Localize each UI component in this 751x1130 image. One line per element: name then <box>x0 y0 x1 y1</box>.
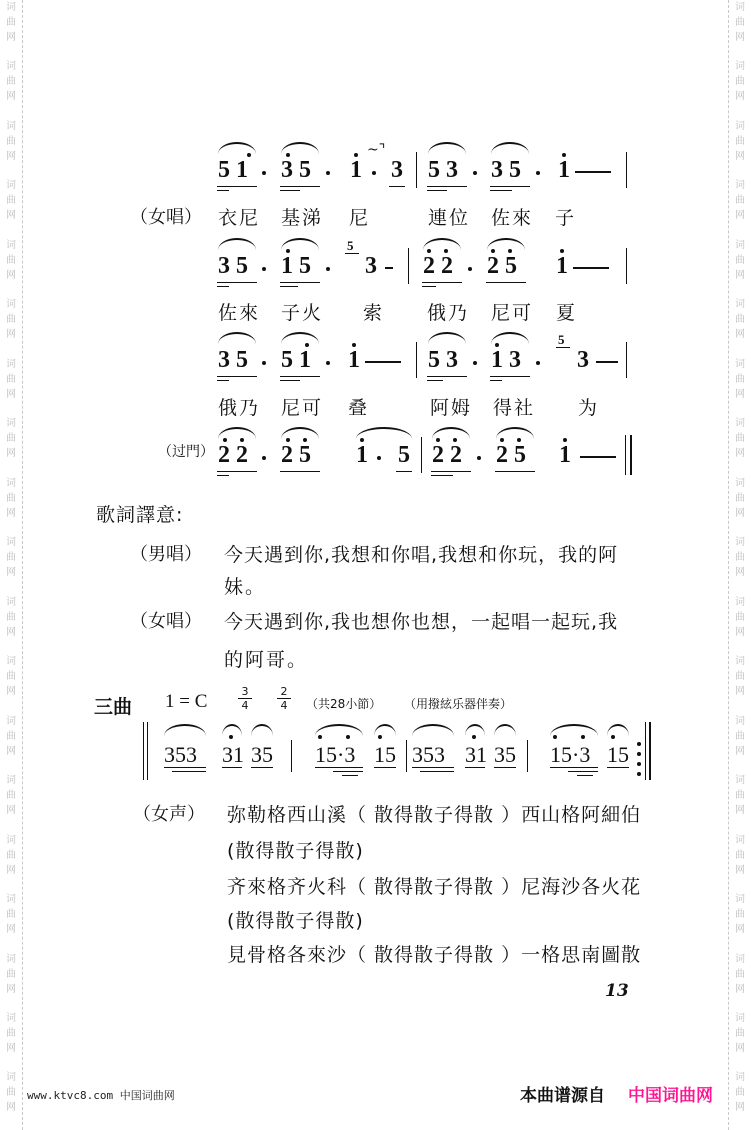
watermark-char: 词 <box>6 239 16 251</box>
watermark-group <box>735 714 745 773</box>
watermark-char: 词 <box>6 2 16 13</box>
watermark-char: 网 <box>6 626 16 638</box>
watermark-char: 曲 <box>6 314 16 326</box>
watermark-group <box>6 773 16 832</box>
measures-note: （共28小節） <box>306 697 382 711</box>
watermark-char: 词 <box>6 299 16 311</box>
watermark-char: 词 <box>735 120 745 132</box>
watermark-group <box>6 1070 16 1129</box>
notation-row-3 <box>215 330 635 380</box>
watermark-char: 曲 <box>6 254 16 266</box>
watermark-char: 词 <box>6 1012 16 1024</box>
watermark-char: 曲 <box>735 552 745 564</box>
watermark-group <box>735 238 745 297</box>
watermark-group <box>6 892 16 951</box>
key-signature: 1 = C <box>165 691 208 712</box>
watermark-group <box>735 178 745 237</box>
watermark-char: 网 <box>6 329 16 341</box>
watermark-group <box>735 773 745 832</box>
note-group: 3 <box>391 157 403 183</box>
note-group: 353 <box>164 742 197 767</box>
watermark-char: 网 <box>6 567 16 579</box>
lyric-word: 阿姆 <box>430 397 473 419</box>
song3-notation-row <box>140 722 650 782</box>
watermark-group <box>6 59 16 118</box>
lyric-word: 子火 <box>281 302 324 324</box>
watermark-group <box>6 1011 16 1070</box>
watermark-char: 词 <box>735 656 745 668</box>
watermark-char: 曲 <box>735 671 745 683</box>
note-group: 35 <box>251 742 273 767</box>
watermark-group <box>6 297 16 356</box>
notation-row-4-interlude <box>215 425 635 475</box>
watermark-char: 曲 <box>6 849 16 861</box>
watermark-char: 曲 <box>6 492 16 504</box>
watermark-char: 网 <box>735 507 745 519</box>
translation-role-female: （女唱） <box>130 611 202 632</box>
note-group: 3 5 <box>281 157 311 183</box>
lyric-word: 尼 <box>349 207 371 229</box>
translation-heading: 歌詞譯意: <box>96 504 184 526</box>
watermark-group <box>735 1070 745 1129</box>
watermark-char: 网 <box>735 686 745 698</box>
watermark-group <box>6 833 16 892</box>
note-group: 1 <box>558 157 570 183</box>
watermark-char: 网 <box>6 983 16 995</box>
lyric-word: 佐來 <box>218 302 261 324</box>
watermark-char: 曲 <box>6 17 16 28</box>
watermark-char: 网 <box>735 745 745 757</box>
time-sig-bottom: 4 <box>241 699 249 712</box>
watermark-char: 网 <box>735 269 745 281</box>
watermark-char: 网 <box>735 567 745 579</box>
song3-lyrics-label: （女声） <box>133 804 205 825</box>
watermark-char: 曲 <box>735 17 745 28</box>
glissando-mark: ~⌝ <box>367 142 386 158</box>
watermark-char: 曲 <box>6 552 16 564</box>
note-group: 353 <box>412 742 445 767</box>
watermark-group <box>735 119 745 178</box>
watermark-char: 词 <box>6 656 16 668</box>
note-group: 5 3 <box>428 157 458 183</box>
lyric-word: 佐來 <box>491 207 534 229</box>
watermark-group <box>735 892 745 951</box>
note-group: 15·3 <box>315 742 356 767</box>
note-group: 2 5 <box>487 253 517 279</box>
translation-line: 的阿哥。 <box>224 649 309 671</box>
watermark-char: 网 <box>735 388 745 400</box>
watermark-char: 词 <box>6 477 16 489</box>
note-group: 15 <box>607 742 629 767</box>
watermark-char: 曲 <box>735 611 745 623</box>
note-group: 2 2 <box>423 253 453 279</box>
lyric-word: 叠 <box>348 397 370 419</box>
watermark-char: 网 <box>6 269 16 281</box>
note-group: 15 <box>374 742 396 767</box>
watermark-group <box>735 416 745 475</box>
song3-lyric-line: 齐來格齐火科（ 散得散子得散 ）尼海沙各火花 <box>227 876 642 898</box>
watermark-char: 词 <box>735 299 745 311</box>
watermark-char: 曲 <box>6 76 16 88</box>
watermark-char: 曲 <box>6 135 16 147</box>
watermark-char: 网 <box>6 448 16 460</box>
song3-lyric-line: (散得散子得散) <box>227 910 364 932</box>
watermark-group <box>6 416 16 475</box>
watermark-char: 词 <box>6 358 16 370</box>
watermark-group <box>735 357 745 416</box>
watermark-group <box>6 654 16 713</box>
lyric-word: 子 <box>555 207 577 229</box>
watermark-char: 网 <box>735 448 745 460</box>
watermark-char: 网 <box>6 91 16 103</box>
watermark-char: 网 <box>6 745 16 757</box>
lyric-word: 得社 <box>493 397 536 419</box>
watermark-char: 曲 <box>735 135 745 147</box>
watermark-char: 曲 <box>6 909 16 921</box>
watermark-char: 网 <box>735 983 745 995</box>
song3-lyric-line: 見骨格各來沙（ 散得散子得散 ）一格思南圖散 <box>227 944 642 966</box>
watermark-char: 曲 <box>735 730 745 742</box>
watermark-char: 网 <box>735 864 745 876</box>
watermark-gutter-right <box>729 0 751 1130</box>
watermark-group <box>735 952 745 1011</box>
accompaniment-note: （用撥絃乐器伴奏） <box>404 697 513 711</box>
watermark-char: 曲 <box>735 1087 745 1099</box>
footer-source-label: 本曲谱源自 <box>520 1086 605 1106</box>
grace-note: 5 <box>347 238 354 253</box>
watermark-group <box>735 833 745 892</box>
gutter-divider-left <box>22 0 23 1130</box>
gutter-divider-right <box>728 0 729 1130</box>
lyric-word: 索 <box>363 302 385 324</box>
watermark-char: 曲 <box>6 433 16 445</box>
watermark-char: 词 <box>6 953 16 965</box>
watermark-char: 词 <box>735 61 745 73</box>
watermark-char: 曲 <box>6 1027 16 1039</box>
note-group: 1 <box>348 347 360 373</box>
watermark-char: 网 <box>6 1102 16 1114</box>
watermark-char: 词 <box>735 596 745 608</box>
watermark-char: 网 <box>735 32 745 43</box>
watermark-char: 词 <box>735 953 745 965</box>
watermark-char: 网 <box>6 32 16 43</box>
lyric-word: 衣尼 <box>218 207 261 229</box>
watermark-char: 网 <box>6 150 16 162</box>
watermark-char: 词 <box>6 715 16 727</box>
watermark-char: 词 <box>6 120 16 132</box>
watermark-char: 词 <box>735 894 745 906</box>
watermark-char: 网 <box>6 388 16 400</box>
note-group: 35 <box>494 742 516 767</box>
note-group: 3 5 <box>491 157 521 183</box>
note-group: 1 <box>356 442 368 468</box>
watermark-group <box>735 595 745 654</box>
lyric-word: 連位 <box>428 207 471 229</box>
watermark-char: 词 <box>6 61 16 73</box>
note-group: 3 <box>365 253 377 279</box>
note-group: 2 2 <box>218 442 248 468</box>
lyric-word: 俄乃 <box>427 302 470 324</box>
watermark-char: 词 <box>735 775 745 787</box>
watermark-char: 曲 <box>6 195 16 207</box>
watermark-gutter-left <box>0 0 22 1130</box>
watermark-char: 网 <box>735 91 745 103</box>
watermark-char: 网 <box>6 686 16 698</box>
watermark-char: 曲 <box>6 1087 16 1099</box>
watermark-group <box>735 476 745 535</box>
lyrics-role-label: （女唱） <box>130 207 202 228</box>
watermark-group <box>735 297 745 356</box>
watermark-char: 曲 <box>6 671 16 683</box>
watermark-char: 曲 <box>6 611 16 623</box>
watermark-char: 网 <box>6 1042 16 1054</box>
watermark-group <box>6 476 16 535</box>
watermark-char: 网 <box>6 507 16 519</box>
footer-brand-link[interactable]: 中国词曲网 <box>628 1086 713 1106</box>
time-sig-bottom: 4 <box>280 699 288 712</box>
watermark-char: 词 <box>735 537 745 549</box>
notation-row-2 <box>215 236 635 286</box>
lyric-word: 俄乃 <box>218 397 261 419</box>
note-group: 2 5 <box>496 442 526 468</box>
watermark-char: 网 <box>735 1102 745 1114</box>
note-group: 2 2 <box>432 442 462 468</box>
translation-line: 今天遇到你,我也想你也想，一起唱一起玩,我 <box>224 611 619 633</box>
note-group: 1 <box>350 157 362 183</box>
watermark-group <box>6 0 16 59</box>
watermark-char: 曲 <box>735 76 745 88</box>
watermark-char: 网 <box>6 864 16 876</box>
watermark-char: 词 <box>6 596 16 608</box>
watermark-char: 曲 <box>735 849 745 861</box>
translation-role-male: （男唱） <box>130 544 202 565</box>
note-group: 5 3 <box>428 347 458 373</box>
time-sig-top: 2 <box>280 685 288 698</box>
watermark-char: 网 <box>6 210 16 222</box>
watermark-char: 曲 <box>735 968 745 980</box>
note-group: 15·3 <box>550 742 591 767</box>
watermark-group <box>735 0 745 59</box>
watermark-char: 词 <box>6 537 16 549</box>
watermark-char: 词 <box>735 1072 745 1084</box>
watermark-group <box>6 535 16 594</box>
watermark-char: 词 <box>735 418 745 430</box>
song3-lyric-line: 弥勒格西山溪（ 散得散子得散 ）西山格阿細伯 <box>227 804 642 826</box>
lyric-word: 尼可 <box>281 397 324 419</box>
watermark-char: 曲 <box>6 373 16 385</box>
lyric-word: 尼可 <box>491 302 534 324</box>
watermark-char: 词 <box>6 180 16 192</box>
note-group: 3 <box>577 347 589 373</box>
watermark-group <box>735 59 745 118</box>
watermark-char: 词 <box>735 715 745 727</box>
footer-site-link[interactable]: www.ktvc8.com 中国词曲网 <box>27 1089 175 1102</box>
watermark-char: 曲 <box>735 790 745 802</box>
time-signature-3-4 <box>238 686 252 711</box>
watermark-char: 网 <box>735 626 745 638</box>
watermark-char: 曲 <box>735 254 745 266</box>
watermark-char: 网 <box>6 805 16 817</box>
watermark-char: 曲 <box>735 314 745 326</box>
song3-lyric-line: (散得散子得散) <box>227 840 364 862</box>
watermark-char: 曲 <box>735 909 745 921</box>
watermark-char: 词 <box>735 1012 745 1024</box>
note-group: 31 <box>222 742 244 767</box>
translation-line: 妹。 <box>224 576 267 598</box>
note-group: 3 5 <box>218 253 248 279</box>
notation-row-1 <box>215 140 635 190</box>
watermark-group <box>6 178 16 237</box>
page-number: 13 <box>605 981 629 1001</box>
watermark-char: 网 <box>6 924 16 936</box>
watermark-char: 网 <box>735 1042 745 1054</box>
grace-note: 5 <box>558 332 565 347</box>
watermark-group <box>6 595 16 654</box>
watermark-group <box>735 1011 745 1070</box>
watermark-char: 词 <box>735 477 745 489</box>
watermark-group <box>6 714 16 773</box>
note-group: 31 <box>465 742 487 767</box>
note-group: 2 5 <box>281 442 311 468</box>
watermark-char: 网 <box>735 924 745 936</box>
watermark-char: 词 <box>6 418 16 430</box>
watermark-group <box>6 357 16 416</box>
watermark-group <box>6 952 16 1011</box>
lyric-word: 基涕 <box>281 207 324 229</box>
translation-line: 今天遇到你,我想和你唱,我想和你玩，我的阿 <box>224 544 619 566</box>
watermark-char: 曲 <box>6 968 16 980</box>
watermark-char: 曲 <box>735 492 745 504</box>
watermark-group <box>735 654 745 713</box>
note-group: 3 5 <box>218 347 248 373</box>
watermark-char: 曲 <box>6 790 16 802</box>
watermark-char: 曲 <box>735 433 745 445</box>
song3-title: 三曲 <box>94 696 133 718</box>
watermark-group <box>735 535 745 594</box>
watermark-char: 词 <box>6 1072 16 1084</box>
note-group: 5 1 <box>281 347 311 373</box>
watermark-char: 网 <box>735 805 745 817</box>
watermark-char: 曲 <box>735 1027 745 1039</box>
watermark-char: 网 <box>735 150 745 162</box>
note-group: 1 5 <box>281 253 311 279</box>
watermark-char: 网 <box>735 329 745 341</box>
watermark-char: 网 <box>735 210 745 222</box>
watermark-char: 词 <box>735 2 745 13</box>
watermark-char: 词 <box>6 834 16 846</box>
watermark-char: 词 <box>6 775 16 787</box>
time-signature-2-4 <box>277 686 291 711</box>
time-sig-top: 3 <box>241 685 249 698</box>
watermark-char: 词 <box>735 180 745 192</box>
lyric-word: 为 <box>578 397 600 419</box>
watermark-char: 词 <box>735 239 745 251</box>
watermark-group <box>6 238 16 297</box>
note-group: 1 <box>559 442 571 468</box>
note-group: 1 3 <box>491 347 521 373</box>
watermark-char: 词 <box>735 358 745 370</box>
lyric-word: 夏 <box>556 302 578 324</box>
watermark-group <box>6 119 16 178</box>
note-group: 5 <box>398 442 410 468</box>
note-group: 1 <box>556 253 568 279</box>
watermark-char: 曲 <box>735 195 745 207</box>
interlude-label: （过門） <box>158 444 214 460</box>
note-group: 5 1 <box>218 157 248 183</box>
watermark-char: 词 <box>735 834 745 846</box>
watermark-char: 词 <box>6 894 16 906</box>
watermark-char: 曲 <box>735 373 745 385</box>
watermark-char: 曲 <box>6 730 16 742</box>
